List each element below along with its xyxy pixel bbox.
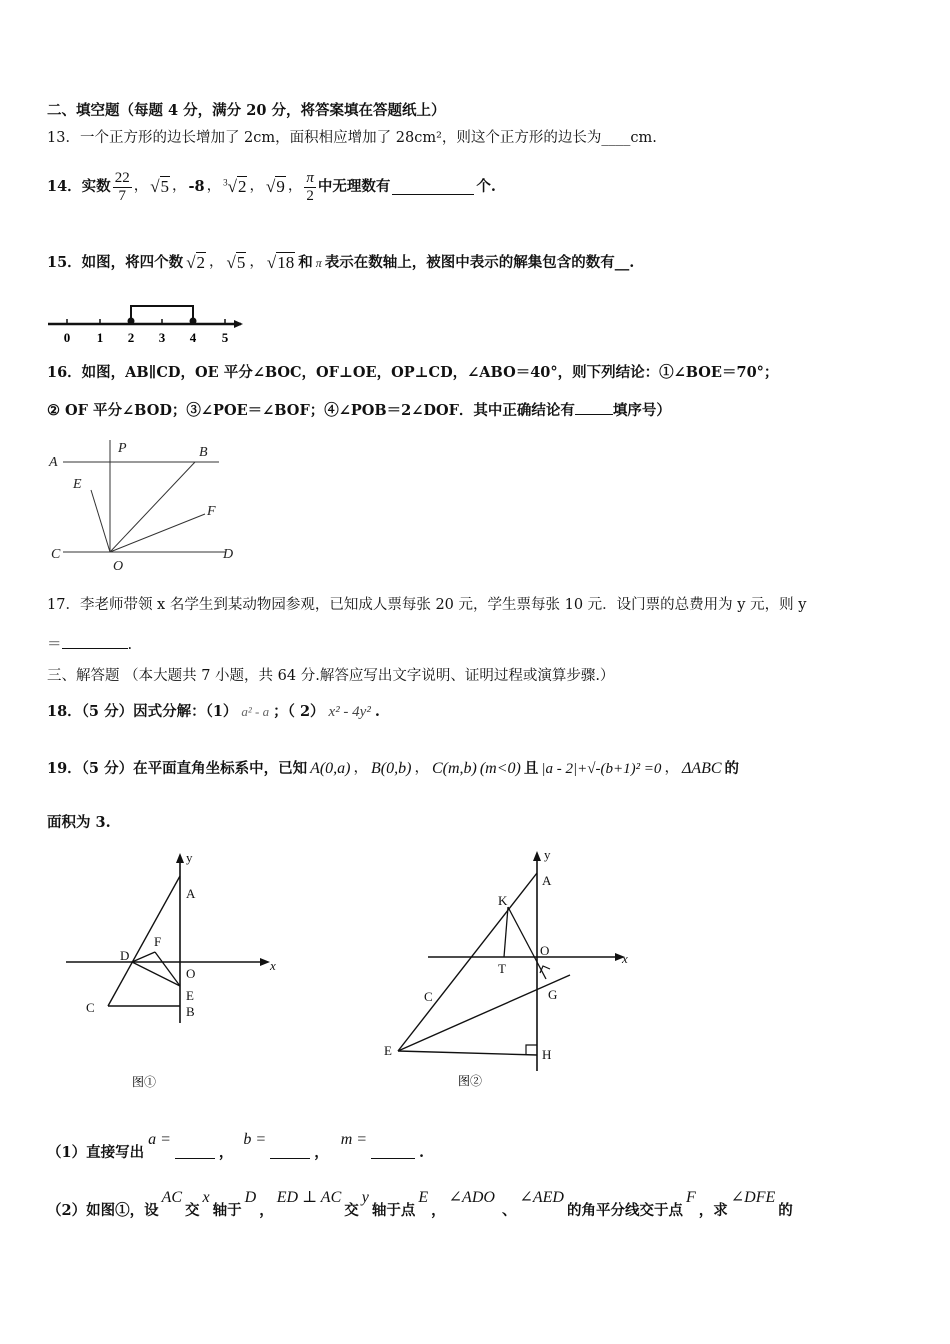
fig1-segment-FE: [155, 952, 180, 986]
q16-line2-post: 填序号）: [612, 402, 671, 419]
q19-p1-b-blank[interactable]: [270, 1144, 310, 1159]
q19-p1-m-blank[interactable]: [371, 1144, 415, 1159]
question-14: [47, 162, 496, 212]
fig2-label-T: T: [498, 961, 506, 976]
q14-sep-1: ，: [133, 178, 149, 195]
q19-point-B: B(0,b): [371, 760, 412, 777]
q15-suffix: 表示在数轴上，被图中表示的解集包含的数有__.: [324, 254, 635, 272]
fig1-label-x: x: [270, 958, 276, 973]
q14-cbrt-index: 3: [223, 177, 228, 188]
q18-prefix: 18．（5 分）因式分解：（1）: [47, 703, 238, 721]
fig2-segment-EH: [398, 1051, 537, 1055]
label-O: O: [113, 559, 124, 574]
q19-p2-de: 的: [778, 1202, 793, 1219]
q14-cbrt2: $^3$√2: [223, 176, 247, 196]
q19-p1-prefix: （1）直接写出: [47, 1144, 145, 1161]
q14-frac1-num: 22: [114, 170, 130, 186]
q16-line2-pre: ② OF 平分∠BOD；③∠POE＝∠BOF；④∠POB＝2∠DOF．其中正确结论有: [47, 402, 575, 419]
q14-sqrt9-val: 9: [276, 176, 285, 196]
q14-fraction-22-7: [113, 170, 132, 204]
q17-line2-post: .: [127, 637, 133, 653]
q15-sep-1: ，: [209, 254, 224, 271]
q19-triangle: ΔABC: [681, 760, 722, 777]
q17-answer-blank[interactable]: [62, 634, 128, 649]
q19-p2-sep-1: ，: [259, 1202, 274, 1219]
interval-endpoint-2: [128, 318, 135, 325]
interval-endpoint-4: [190, 318, 197, 325]
question-17-line2: [47, 634, 132, 654]
axis-label-5: 5: [221, 330, 229, 345]
q19-p2-ED-perp-AC: ED ⊥ AC: [276, 1189, 342, 1206]
q16-answer-blank[interactable]: [575, 400, 613, 415]
q19-p2-E: E: [418, 1189, 429, 1206]
fig1-label-B: B: [186, 1004, 195, 1019]
q14-frac1-den: 7: [118, 187, 126, 204]
fig2-label-O: O: [540, 943, 550, 958]
fig2-right-angle-G: [540, 966, 550, 973]
fig2-label-G: G: [548, 987, 558, 1002]
q14-prefix: 14．实数: [47, 178, 111, 196]
q15-sqrt2: √2: [186, 252, 206, 272]
question-15: [47, 247, 634, 279]
q15-sqrt2-val: 2: [196, 252, 206, 272]
fig1-label-O: O: [186, 966, 196, 981]
q19-p2-AC: AC: [161, 1189, 183, 1206]
q19-p2-F: F: [685, 1189, 696, 1206]
q14-frac2-num: π: [306, 170, 314, 186]
q18-mid: ；（ 2）: [273, 703, 325, 721]
q19-figure-1: [60, 848, 300, 1093]
question-16-line1: 16．如图，AB∥CD，OE 平分∠BOC，OF⊥OE，OP⊥CD，∠ABO＝40°，则下列结论：①∠BOE＝70°；: [47, 364, 779, 381]
label-F: F: [207, 504, 216, 519]
fig2-caption: 图②: [458, 1074, 483, 1088]
fig1-segment-CA: [108, 876, 180, 1006]
label-E: E: [73, 477, 82, 492]
label-A: A: [49, 455, 58, 470]
q14-fraction-pi-2: [304, 170, 316, 204]
q14-sqrt5-val: 5: [160, 176, 170, 196]
q19-p2-D: D: [244, 1189, 257, 1206]
q17-line2-pre: ＝: [47, 637, 62, 653]
q15-number-line: [45, 300, 255, 348]
fig1-x-arrow-icon: [260, 958, 270, 966]
axis-label-1: 1: [96, 330, 104, 345]
fig1-y-arrow-icon: [176, 853, 184, 863]
q19-p2-dun: 、: [501, 1202, 517, 1219]
fig2-label-x: x: [622, 951, 628, 966]
section-3-heading: 三、解答题 （本大题共 7 小题，共 64 分.解答应写出文字说明、证明过程或演算步骤.）: [47, 668, 615, 684]
fig1-label-F: F: [154, 934, 162, 949]
q19-p2-zhou2: 轴于点: [371, 1202, 416, 1219]
q14-answer-blank[interactable]: [392, 180, 474, 195]
question-18: [47, 703, 380, 721]
q19-p2-y: y: [361, 1189, 369, 1206]
axis-label-0: 0: [63, 330, 71, 345]
fig1-label-y: y: [186, 850, 193, 865]
q19-point-C: C(m,b): [431, 760, 477, 777]
q19-p2-prefix: （2）如图①，设: [47, 1202, 159, 1219]
q19-p2-jiao: 交: [185, 1202, 200, 1219]
fig2-label-H: H: [542, 1047, 552, 1062]
q19-sep-1: ，: [353, 759, 369, 776]
fig1-label-C: C: [86, 1000, 95, 1015]
q15-prefix: 15．如图，将四个数: [47, 254, 184, 272]
q14-sep-5: ，: [287, 178, 303, 195]
q15-pi: π: [315, 255, 322, 270]
ray-OF: [110, 514, 205, 552]
q14-sep-2: ，: [172, 178, 187, 195]
question-19-line1: [47, 759, 739, 778]
q19-p1-end: .: [419, 1144, 425, 1161]
fig2-right-angle-H: [526, 1045, 537, 1055]
q19-p2-text2: 的角平分线交于点: [566, 1202, 683, 1219]
fig1-label-D: D: [120, 948, 130, 963]
label-C: C: [51, 547, 61, 562]
q15-sqrt5: √5: [226, 252, 246, 272]
q19-figure-2: [380, 845, 640, 1095]
q14-frac2-den: 2: [306, 187, 314, 204]
q19-p1-a-blank[interactable]: [175, 1144, 215, 1159]
question-16-line2: [47, 400, 671, 419]
q14-sqrt9: √9: [265, 176, 285, 196]
q18-expr1: a² - a: [241, 704, 270, 720]
axis-label-3: 3: [158, 330, 166, 345]
fig1-label-A: A: [186, 886, 196, 901]
q19-p1-sep-1: ，: [218, 1144, 234, 1161]
q15-sqrt18-val: 18: [277, 252, 295, 272]
ray-OE: [91, 490, 110, 552]
q19-p2-angle-AED: ∠AED: [519, 1189, 564, 1206]
q19-prefix: 19．（5 分）在平面直角坐标系中，已知: [47, 759, 308, 777]
fig2-segment-EA: [398, 873, 537, 1051]
q15-sqrt5-val: 5: [236, 252, 246, 272]
q14-sep-4: ，: [249, 178, 264, 195]
q19-sep-3: ，: [664, 759, 679, 776]
label-P: P: [118, 441, 127, 456]
q19-p2-angle-DFE: ∠DFE: [730, 1189, 776, 1206]
fig2-label-A: A: [542, 873, 552, 888]
fig2-label-y: y: [544, 847, 551, 862]
q15-sqrt18: √18: [266, 252, 295, 272]
q19-p2-angle-ADO: ∠ADO: [448, 1189, 495, 1206]
solution-interval-bracket: [131, 306, 193, 321]
q19-p2-zhou: 轴于: [212, 1202, 242, 1219]
q19-p1-sep-2: ，: [314, 1144, 329, 1161]
q19-p1-a-label: a =: [148, 1131, 171, 1148]
q14-sep-3: ，: [206, 178, 222, 195]
label-D: D: [223, 547, 234, 562]
q19-p2-x: x: [202, 1189, 210, 1206]
fig2-y-arrow-icon: [533, 851, 541, 861]
fig2-label-C: C: [424, 989, 433, 1004]
q14-sqrt5: √5: [150, 176, 170, 196]
q18-expr2: x² - 4y²: [328, 704, 371, 720]
label-B: B: [199, 445, 208, 460]
fig1-label-E: E: [186, 988, 194, 1003]
question-19-line2: 面积为 3.: [47, 814, 111, 831]
q19-qie: 且: [523, 759, 539, 777]
q19-p2-qiu: ，求: [698, 1202, 728, 1219]
ray-OB: [110, 462, 195, 552]
q19-p2-sep-2: ，: [431, 1202, 446, 1219]
fig2-segment-EG: [398, 975, 570, 1051]
question-17-line1: 17．李老师带领 x 名学生到某动物园参观，已知成人票每张 20 元，学生票每张 10 元．设门票的总费用为 y 元，则 y: [47, 597, 807, 613]
q19-p1-m-label: m =: [340, 1131, 368, 1148]
q19-equation: |a - 2|+√-(b+1)² =0: [541, 760, 662, 777]
question-13: 13．一个正方形的边长增加了 2cm，面积相应增加了 28cm²，则这个正方形的边长为____cm.: [47, 130, 657, 146]
q19-p1-b-label: b =: [243, 1131, 267, 1148]
q16-figure: [45, 432, 245, 580]
q14-suffix: 中无理数有: [317, 178, 391, 196]
number-line-arrow-icon: [234, 320, 243, 328]
question-19-part-2: [47, 1188, 793, 1224]
q19-sep-2: ，: [414, 759, 429, 776]
axis-label-4: 4: [189, 330, 197, 345]
q14-neg8: -8: [188, 178, 205, 196]
q19-p2-jiao2: 交: [344, 1202, 359, 1219]
q15-and: 和: [298, 254, 313, 272]
q18-end: .: [374, 703, 380, 721]
fig1-segment-DE: [132, 962, 180, 986]
fig1-caption: 图①: [132, 1075, 157, 1089]
fig2-label-E: E: [384, 1043, 392, 1058]
q19-condition: (m<0): [479, 760, 521, 777]
q14-cbrt-val: 2: [237, 176, 247, 196]
fig2-label-K: K: [498, 893, 508, 908]
q19-point-A: A(0,a): [310, 760, 351, 777]
q15-sep-2: ，: [249, 254, 264, 271]
question-19-part-1: [47, 1130, 424, 1164]
q19-de: 的: [724, 759, 740, 777]
section-2-heading: 二、填空题（每题 4 分，满分 20 分，将答案填在答题纸上）: [47, 102, 446, 119]
q14-unit: 个.: [476, 178, 496, 196]
axis-label-2: 2: [127, 330, 135, 345]
